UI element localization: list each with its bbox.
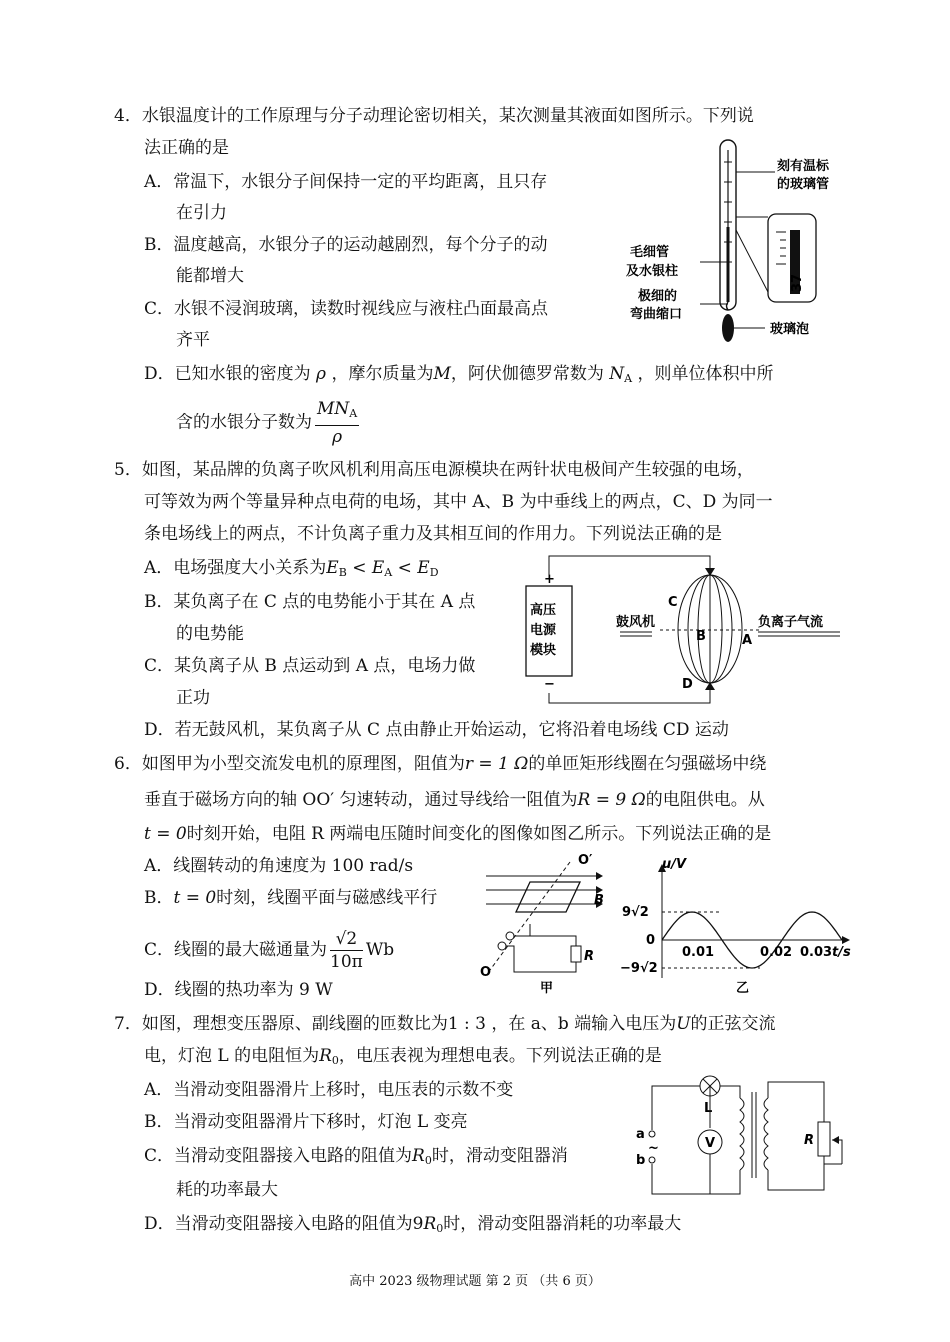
q5-a-text: A．电场强度大小关系为 (144, 558, 327, 578)
r0-sub: 0 (331, 1054, 339, 1067)
glass-tube-label-2: 的玻璃管 (777, 177, 830, 192)
frac-n-sub: A (349, 407, 358, 420)
q4-option-d-cont (176, 398, 362, 448)
q7-c-r0-sub: 0 (424, 1154, 432, 1167)
u-axis-label: u/V (662, 857, 687, 872)
q5-option-b-cont: 的电势能 (176, 624, 244, 644)
q7-d-text1: D．当滑动变阻器接入电路的阻值为 (144, 1214, 413, 1234)
n-symbol: N (609, 364, 625, 384)
q7-c-r0: R (412, 1146, 425, 1166)
t-tick-001: 0.01 (682, 945, 715, 960)
q5-option-d: D．若无鼓风机，某负离子从 C 点由静止开始运动，它将沿着电场线 CD 运动 (144, 720, 729, 740)
q6-stem-line2 (144, 788, 765, 812)
bulb-label: 玻璃泡 (770, 322, 810, 337)
q7-c-text2: 时，滑动变阻器消 (431, 1146, 568, 1166)
u-max-label: 9√2 (622, 905, 649, 920)
q6-stem-line1 (114, 752, 766, 776)
q4-option-d (144, 362, 774, 391)
e-b-symbol: E (326, 558, 339, 578)
q7-option-b: B．当滑动变阻器滑片下移时，灯泡 L 变亮 (144, 1112, 468, 1132)
q4-d-text3: ，阿伏伽德罗常数为 (450, 364, 604, 384)
rho-symbol: ρ (316, 364, 327, 384)
q6-stem-text1: 6．如图甲为小型交流发电机的原理图，阻值为 (114, 754, 465, 774)
point-b-label: B (696, 629, 706, 644)
q6-stem-text2: 的单匝矩形线圈在匀强磁场中绕 (528, 754, 767, 774)
point-d-label: D (682, 677, 693, 692)
q6-option-d: D．线圈的热功率为 9 W (144, 980, 333, 1000)
transformer-figure (628, 1068, 850, 1200)
origin-label: 0 (646, 933, 656, 948)
scale-37-label: 37 (790, 273, 805, 292)
e-d-symbol: E (417, 558, 430, 578)
q4-stem-line1: 4．水银温度计的工作原理与分子动理论密切相关，某次测量其液面如图所示。下列说 (114, 106, 754, 126)
frac-rho: ρ (332, 427, 343, 447)
q5-stem-line3: 条电场线上的两点，不计负离子重力及其相互间的作用力。下列说法正确的是 (144, 524, 722, 544)
q5-option-b: B．某负离子在 C 点的电势能小于其在 A 点 (144, 592, 476, 612)
q7-option-c-cont: 耗的功率最大 (176, 1180, 278, 1200)
q4-d-text1: D．已知水银的密度为 (144, 364, 311, 384)
q5-option-a: A．电场强度大小关系为$E_B < E_A < E_D$ (144, 558, 439, 579)
generator-figure (470, 852, 620, 997)
q6-option-a: A．线圈转动的角速度为 100 rad/s (144, 856, 414, 876)
capillary-label-2: 及水银柱 (626, 264, 679, 279)
q4-d-text5: 含的水银分子数为 (176, 412, 312, 433)
q6-b-prefix: B． (144, 888, 174, 908)
frac-n: N (334, 399, 350, 419)
terminal-b-label: b (636, 1153, 646, 1168)
lamp-l-label: L (704, 1101, 713, 1116)
q7-c-text1: C．当滑动变阻器接入电路的阻值为 (144, 1146, 413, 1166)
q6-stem-text5: 时刻开始，电阻 R 两端电压随时间变化的图像如图乙所示。下列说法正确的是 (186, 824, 772, 844)
q7-option-c (144, 1144, 568, 1173)
module-label-2: 电源 (530, 623, 557, 638)
q7-stem-text2: 的正弦交流 (690, 1014, 776, 1034)
module-label-1: 高压 (530, 603, 557, 618)
t-tick-002: 0.02 (760, 945, 793, 960)
q7-option-a: A．当滑动变阻器滑片上移时，电压表的示数不变 (144, 1080, 514, 1100)
q5-option-c-cont: 正功 (176, 688, 210, 708)
u-symbol: U (676, 1014, 691, 1034)
q6-c-unit: Wb (365, 940, 395, 960)
ion-flow-label: 负离子气流 (758, 615, 824, 630)
u-min-label: −9√2 (620, 961, 658, 976)
voltmeter-label: V (705, 1136, 716, 1151)
page-footer: 高中 2023 级物理试题 第 2 页 （共 6 页） (349, 1274, 601, 1289)
narrow-neck-label-2: 弯曲缩口 (630, 307, 683, 322)
voltage-graph-figure (620, 852, 858, 997)
q7-stem-text4: ，电压表视为理想电表。下列说法正确的是 (338, 1046, 662, 1066)
q7-d-r0: R (423, 1214, 437, 1234)
mna-over-rho-fraction (315, 398, 359, 448)
q5-stem-line1: 5．如图，某品牌的负离子吹风机利用高压电源模块在两针状电极间产生较强的电场， (114, 460, 754, 480)
frac-m: M (317, 399, 335, 419)
q4-d-text2: ，摩尔质量为 (331, 364, 434, 384)
q4-option-b: B．温度越高，水银分子的运动越剧烈，每个分子的动 (144, 235, 548, 255)
e-a-symbol: E (371, 558, 385, 578)
q6-option-c (144, 928, 394, 973)
resistor-r-label: R (584, 949, 595, 964)
blower-label: 鼓风机 (616, 615, 656, 630)
q4-option-a-cont: 在引力 (176, 203, 227, 223)
q7-stem-line2 (144, 1044, 662, 1073)
n-subscript: A (624, 372, 633, 385)
r-equals-9: R = 9 Ω (577, 790, 646, 810)
figure-yi-label: 乙 (736, 981, 750, 996)
t-tick-003: 0.03 (800, 945, 833, 960)
terminal-a-label: a (636, 1127, 645, 1142)
axis-o-prime-label: O′ (578, 853, 593, 868)
narrow-neck-label-1: 极细的 (638, 289, 678, 304)
q6-stem-text4: 的电阻供电。从 (645, 790, 765, 810)
q7-stem-text1: 7．如图，理想变压器原、副线圈的匝数比为1 : 3 ，在 a、b 端输入电压为 (114, 1014, 677, 1034)
q5-stem-line2: 可等效为两个等量异种点电荷的电场，其中 A、B 为中垂线上的两点，C、D 为同一 (144, 492, 773, 512)
point-a-label: A (742, 633, 753, 648)
q7-d-r0-sub: 0 (436, 1222, 444, 1235)
glass-tube-label-1: 刻有温标 (777, 159, 830, 174)
t-axis-label: t/s (832, 945, 851, 960)
point-c-label: C (668, 595, 678, 610)
plus-terminal: + (544, 572, 555, 587)
q4-option-b-cont: 能都增大 (176, 266, 244, 286)
q6-stem-line3 (144, 822, 771, 846)
thermometer-figure (620, 132, 850, 347)
q7-stem-line1 (114, 1012, 776, 1036)
flux-denominator: 10π (330, 952, 363, 972)
module-label-3: 模块 (530, 643, 557, 658)
q4-option-c-cont: 齐平 (176, 330, 210, 350)
q4-stem-line2: 法正确的是 (144, 138, 229, 158)
minus-terminal: − (544, 677, 555, 692)
flux-numerator: √2 (330, 928, 363, 951)
q7-d-nine: 9 (412, 1214, 424, 1234)
q7-stem-text3: 电，灯泡 L 的电阻恒为 (144, 1046, 320, 1066)
q4-option-c: C．水银不浸润玻璃，读数时视线应与液柱凸面最高点 (144, 299, 549, 319)
q6-b-t0: t = 0 (173, 888, 217, 908)
ac-symbol: ~ (648, 1141, 659, 1156)
axis-o-label: O (480, 965, 492, 980)
q4-d-text4: ，则单位体积中所 (637, 364, 774, 384)
q6-b-text: 时刻，线圈平面与磁感线平行 (216, 888, 438, 908)
q7-option-d (144, 1212, 681, 1241)
capillary-label-1: 毛细管 (630, 245, 670, 260)
rheostat-r-label: R (804, 1133, 815, 1148)
q5-option-c: C．某负离子从 B 点运动到 A 点，电场力做 (144, 656, 476, 676)
q6-c-text: C．线圈的最大磁通量为 (144, 940, 328, 960)
q6-option-b (144, 886, 437, 910)
field-b-label: B (594, 893, 604, 908)
q6-stem-text3: 垂直于磁场方向的轴 OO′ 匀速转动，通过导线给一阻值为 (144, 790, 578, 810)
q4-option-a: A．常温下，水银分子间保持一定的平均距离，且只存 (144, 172, 548, 192)
flux-fraction (330, 928, 363, 973)
figure-jia-label: 甲 (540, 981, 554, 996)
t-equals-0: t = 0 (144, 824, 187, 844)
r-equals-1: r = 1 Ω (464, 754, 529, 774)
r0-symbol: R (319, 1046, 332, 1066)
m-symbol: M (433, 364, 451, 384)
ionizer-figure (520, 548, 850, 710)
q7-d-text2: 时，滑动变阻器消耗的功率最大 (443, 1214, 682, 1234)
